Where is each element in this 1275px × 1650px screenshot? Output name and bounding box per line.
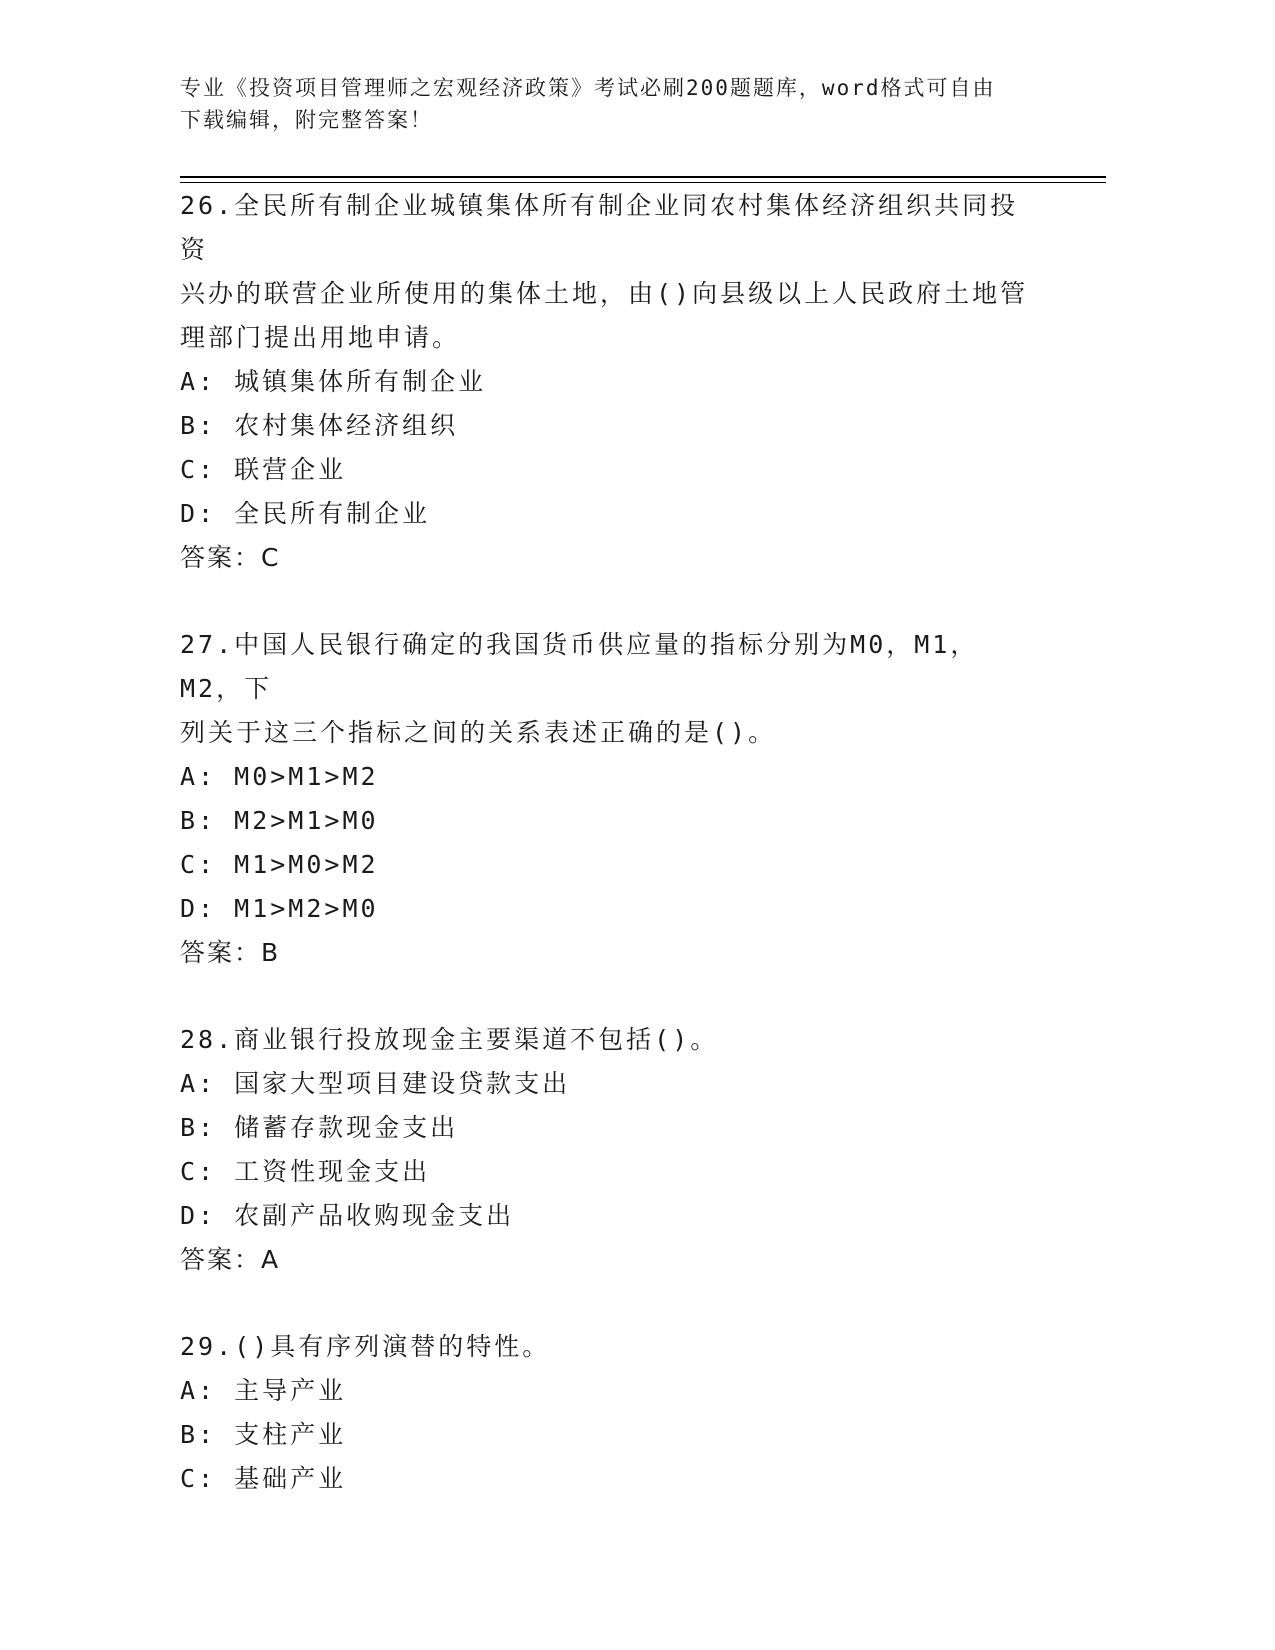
option-d: D: 全民所有制企业 [180,499,431,528]
question-26 [180,184,1040,580]
question-stem-line: 理部门提出用地申请。 [180,323,461,352]
question-stem-line: 26.全民所有制企业城镇集体所有制企业同农村集体经济组织共同投资 [180,191,1019,264]
option-d: D: 农副产品收购现金支出 [180,1201,515,1230]
answer-label: 答案：C [180,543,281,572]
header-line-2: 下载编辑，附完整答案！ [180,108,433,132]
question-stem-line: 28.商业银行投放现金主要渠道不包括()。 [180,1025,719,1054]
option-c: C: 工资性现金支出 [180,1157,431,1186]
option-b: B: 农村集体经济组织 [180,411,459,440]
option-b: B: M2>M1>M0 [180,806,379,835]
question-29 [180,1325,1040,1501]
question-28 [180,1018,1040,1282]
document-header [180,72,1080,136]
option-c: C: 联营企业 [180,455,347,484]
option-c: C: 基础产业 [180,1464,347,1493]
question-stem-line: 27.中国人民银行确定的我国货币供应量的指标分别为M0，M1，M2，下 [180,630,979,703]
header-line-1: 专业《投资项目管理师之宏观经济政策》考试必刷200题题库，word格式可自由 [180,76,996,100]
header-rule-thick [180,176,1106,178]
option-b: B: 支柱产业 [180,1420,347,1449]
option-a: A: 国家大型项目建设贷款支出 [180,1069,571,1098]
option-a: A: M0>M1>M2 [180,762,379,791]
option-c: C: M1>M0>M2 [180,850,379,879]
option-b: B: 储蓄存款现金支出 [180,1113,459,1142]
answer-label: 答案：A [180,1245,281,1274]
option-a: A: 城镇集体所有制企业 [180,367,487,396]
answer-label: 答案：B [180,938,281,967]
question-stem-line: 兴办的联营企业所使用的集体土地，由()向县级以上人民政府土地管 [180,279,1029,308]
header-rule-thin [180,182,1106,183]
option-a: A: 主导产业 [180,1376,347,1405]
question-stem-line: 列关于这三个指标之间的关系表述正确的是()。 [180,718,777,747]
question-27 [180,623,1040,975]
option-d: D: M1>M2>M0 [180,894,379,923]
question-stem-line: 29.()具有序列演替的特性。 [180,1332,551,1361]
question-list [180,184,1040,1544]
